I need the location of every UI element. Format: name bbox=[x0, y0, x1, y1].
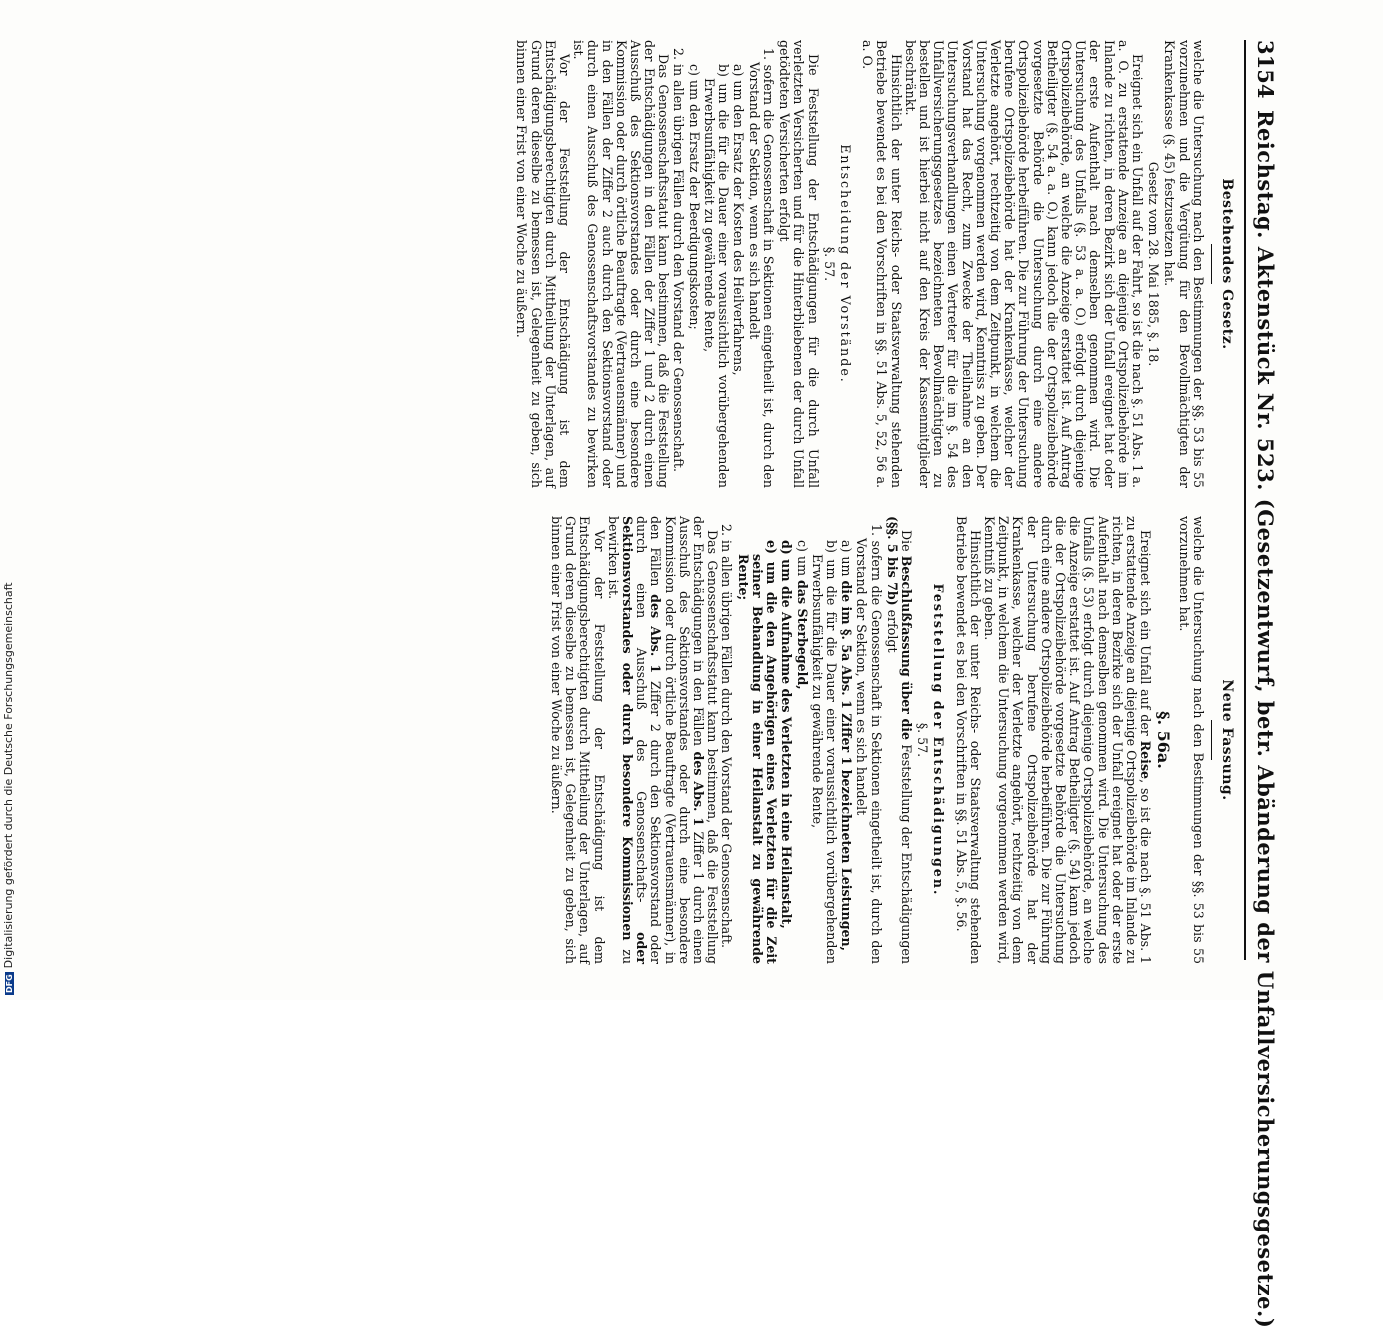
text-run: Ziffer 1 durch einen Ausschuß des Sektionsvorstandes oder durch eine besondere Kommission oder durch örtliche Beauftragte (Vertrauensmänner), in den Fällen bbox=[648, 516, 707, 964]
bold-run: (§§. 5 bis 7b) bbox=[884, 516, 900, 606]
bold-run: des Abs. 1 bbox=[691, 751, 707, 827]
text-run: erfolgt bbox=[884, 605, 900, 653]
bold-run: Reise bbox=[1138, 740, 1154, 780]
bold-run: des Abs. 1 bbox=[648, 594, 664, 674]
right-section: §. 56a. bbox=[1154, 711, 1174, 769]
right-heading: Neue Fassung. bbox=[1219, 679, 1235, 801]
digitization-credit bbox=[2, 15, 16, 995]
right-paragraph bbox=[606, 516, 720, 964]
bold-run: Beschlußfassung über die bbox=[898, 555, 914, 741]
left-heading: Bestehendes Gesetz. bbox=[1219, 178, 1235, 350]
list-subitem bbox=[794, 540, 810, 964]
text-run: zu bewirken ist. bbox=[605, 516, 636, 964]
left-paragraph: Das Genossenschaftsstatut kann bestimmen, daß die Feststellung der Entschädigungen in den Fällen der Ziffer 1 und 2 durch einen Ausschuß des Sektionsvorstandes oder durch eine besondere Kommission oder durch örtliche Beauftragte (Vertrauensmänner) und in den Fällen der Ziffer 2 auch durch den Sektionsvorstand oder durch einen Ausschuß des Genossenschaftsvorstandes zu bewirken ist. bbox=[571, 40, 672, 488]
left-subheading: Entscheidung der Vorstände. bbox=[837, 144, 853, 384]
list-item: 1. sofern die Genossenschaft in Sektionen eingetheilt ist, durch den Vorstand der Sektion, wenn es sich handelt bbox=[746, 48, 776, 488]
law-reference: Gesetz vom 28. Mai 1885, §. 18. bbox=[1146, 161, 1162, 367]
text-run: Ereignet sich ein Unfall auf der bbox=[1138, 530, 1154, 741]
list-subitem bbox=[839, 540, 855, 964]
text-run: Das Genossenschaftsstatut kann bestimmen, daß die Feststellung der Entschädigungen in den Fällen bbox=[691, 516, 721, 964]
bold-run: oder Sektionsvorstandes oder durch besondere Kommissionen bbox=[620, 516, 650, 964]
right-section: §. 57. bbox=[915, 722, 931, 758]
left-intro: welche die Untersuchung nach den Bestimmungen der §§. 53 bis 55 vorzunehmen und die Vergütung für den Bevollmächtigten der Krankenkasse (§. 45) festzusetzen hat. bbox=[1162, 40, 1206, 488]
page-title: Reichstag. Aktenstück Nr. 523. (Gesetzentwurf, betr. Abänderung der Unfallversicherungsgesetze.) bbox=[1253, 110, 1278, 1328]
left-column bbox=[514, 40, 1240, 488]
rotated-page-content bbox=[40, 40, 1280, 1328]
dfg-logo: DFG bbox=[5, 974, 14, 993]
list-subitem: d) um die Aufnahme des Verletzten in eine Heilanstalt, bbox=[779, 540, 795, 929]
right-column bbox=[549, 516, 1240, 964]
text-run: Ziffer 2 durch den Sektionsvorstand oder durch einen Ausschuß des Genossenschafts- bbox=[634, 516, 664, 964]
text-run: , so ist die nach §. 51 Abs. 1 zu erstattende Anzeige an diejenige Ortspolizeibehörde im Inlande zu richten, in deren Bezirke sich der Unfall ereignet hat oder der erste Aufenthalt nach demselben genommen wird. Die Untersuchung des Unfalls (§. 53) erfolgt durch diejenige Ortspolizeibehörde, an welche die Anzeige erstattet ist. Auf Antrag Betheiligter (§. 54) kann jedoch die der Ortspolizeibehörde vorgesetzte Behörde die Untersuchung durch eine andere Ortspolizeibehörde herbeiführen. Die zur Führung der Untersuchung berufene Ortspolizeibehörde hat der Krankenkasse, welcher der Verletzte angehört, rechtzeitig von dem Zeitpunkt, in welchem die Untersuchung vorgenommen werden wird, Kenntniß zu geben. bbox=[981, 516, 1154, 964]
heading-rule bbox=[1211, 720, 1212, 760]
right-paragraph: Hinsichtlich der unter Reichs- oder Staatsverwaltung stehenden Betriebe bewendet es bei den Vorschriften in §§. 51 Abs. 5, §. 56. bbox=[953, 516, 983, 964]
list-item: 2. in allen übrigen Fällen durch den Vorstand der Genossenschaft. bbox=[670, 48, 686, 472]
bold-run: das Sterbegeld, bbox=[794, 580, 810, 690]
list-subitem: b) um die für die Dauer einer voraussichtlich vorübergehenden Erwerbsunfähigkeit zu gewährende Rente, bbox=[809, 540, 839, 964]
right-paragraph bbox=[982, 516, 1152, 964]
page-number: 3154 bbox=[1253, 40, 1278, 99]
list-subitem: b) um die für die Dauer einer voraussichtlich vorübergehenden Erwerbsunfähigkeit zu gewährende Rente, bbox=[702, 64, 732, 488]
text-run: Die bbox=[898, 530, 914, 556]
heading-rule bbox=[1211, 244, 1212, 284]
left-paragraph: Ereignet sich ein Unfall auf der Fahrt, so ist die nach §. 51 Abs. 1 a. a. O. zu erstattende Anzeige an diejenige Ortspolizeibehörde im Inlande zu richten, in deren Bezirk sich der Unfall ereignet hat oder der erste Aufenthalt nach demselben genommen wird. Die Untersuchung des Unfalls (§. 53 a. a. O.) erfolgt durch diejenige Ortspolizeibehörde, an welche die Anzeige erstattet ist. Auf Antrag Betheiligter (§. 54 a. a. O.) kann jedoch die der Ortspolizeibehörde vorgesetzte Behörde die Untersuchung durch eine andere Ortspolizeibehörde herbeiführen. Die zur Führung der Untersuchung berufene Ortspolizeibehörde hat der Krankenkasse, welcher der Verletzte angehört, rechtzeitig von dem Zeitpunkt, in welchem die Untersuchung vorgenommen werden wird, Kenntniss zu geben. Der Vorstand hat das Recht, zum Zwecke der Theilnahme an den Untersuchungsverhandlungen einen Vertreter für die im §. 54 des Unfallversicherungsgesetzes bezeichneten Bevollmächtigten zu bestellen und ist hierbei nicht auf den Kreis der Kassenmitglieder beschränkt. bbox=[902, 40, 1145, 488]
right-paragraph: Vor der Feststellung der Entschädigung ist dem Entschädigungsberechtigten durch Mittheilung der Unterlagen, auf Grund deren dieselbe zu bemessen ist, Gelegenheit zu geben, sich binnen einer Frist von einer Woche zu äußern. bbox=[549, 516, 607, 964]
left-paragraph: Die Feststellung der Entschädigungen für die durch Unfall verletzten Versicherten und für die Hinterbliebenen der durch Unfall getödteten Versicherten erfolgt bbox=[777, 40, 821, 488]
credit-text: Digitalisierung gefördert durch die Deutsche Forschungsgemeinschaft bbox=[2, 582, 15, 969]
list-item: 1. sofern die Genossenschaft in Sektionen eingetheilt ist, durch den Vorstand der Sektion, wenn es sich handelt bbox=[854, 524, 884, 964]
page-header bbox=[1244, 40, 1280, 1328]
list-subitem: a) um den Ersatz der Kosten des Heilverfahrens, bbox=[731, 64, 747, 376]
text-run: c) um bbox=[794, 540, 810, 581]
list-subitem: c) um den Ersatz der Beerdigungskosten; bbox=[686, 64, 702, 330]
left-paragraph: Hinsichtlich der unter Reichs- oder Staatsverwaltung stehenden Betriebe bewendet es bei den Vorschriften in §§. 51 Abs. 5, 52, 56 a. a. O. bbox=[860, 40, 904, 488]
right-subheading: Feststellung der Entschädigungen. bbox=[931, 583, 947, 897]
right-intro: welche die Untersuchung nach den Bestimmungen der §§. 53 bis 55 vorzunehmen hat. bbox=[1176, 516, 1206, 964]
list-subitem: e) um die den Angehörigen eines Verletzten für die Zeit seiner Behandlung in einer Heilanstalt zu gewährende Rente; bbox=[735, 540, 780, 964]
left-section: §. 57. bbox=[821, 246, 837, 282]
bold-run: die im §. 5a Abs. 1 Ziffer 1 bezeichneten Leistungen, bbox=[839, 580, 855, 952]
left-paragraph: Vor der Feststellung der Entschädigung ist dem Entschädigungsberechtigten durch Mittheilung der Unterlagen, auf Grund deren dieselbe zu bemessen ist, Gelegenheit zu geben, sich binnen einer Frist von einer Woche zu äußern. bbox=[514, 40, 573, 488]
right-paragraph bbox=[885, 516, 913, 964]
list-item: 2. in allen übrigen Fällen durch den Vorstand der Genossenschaft. bbox=[719, 524, 735, 948]
text-run: Feststellung der Entschädigungen bbox=[898, 740, 914, 964]
text-run: a) um bbox=[839, 540, 855, 581]
